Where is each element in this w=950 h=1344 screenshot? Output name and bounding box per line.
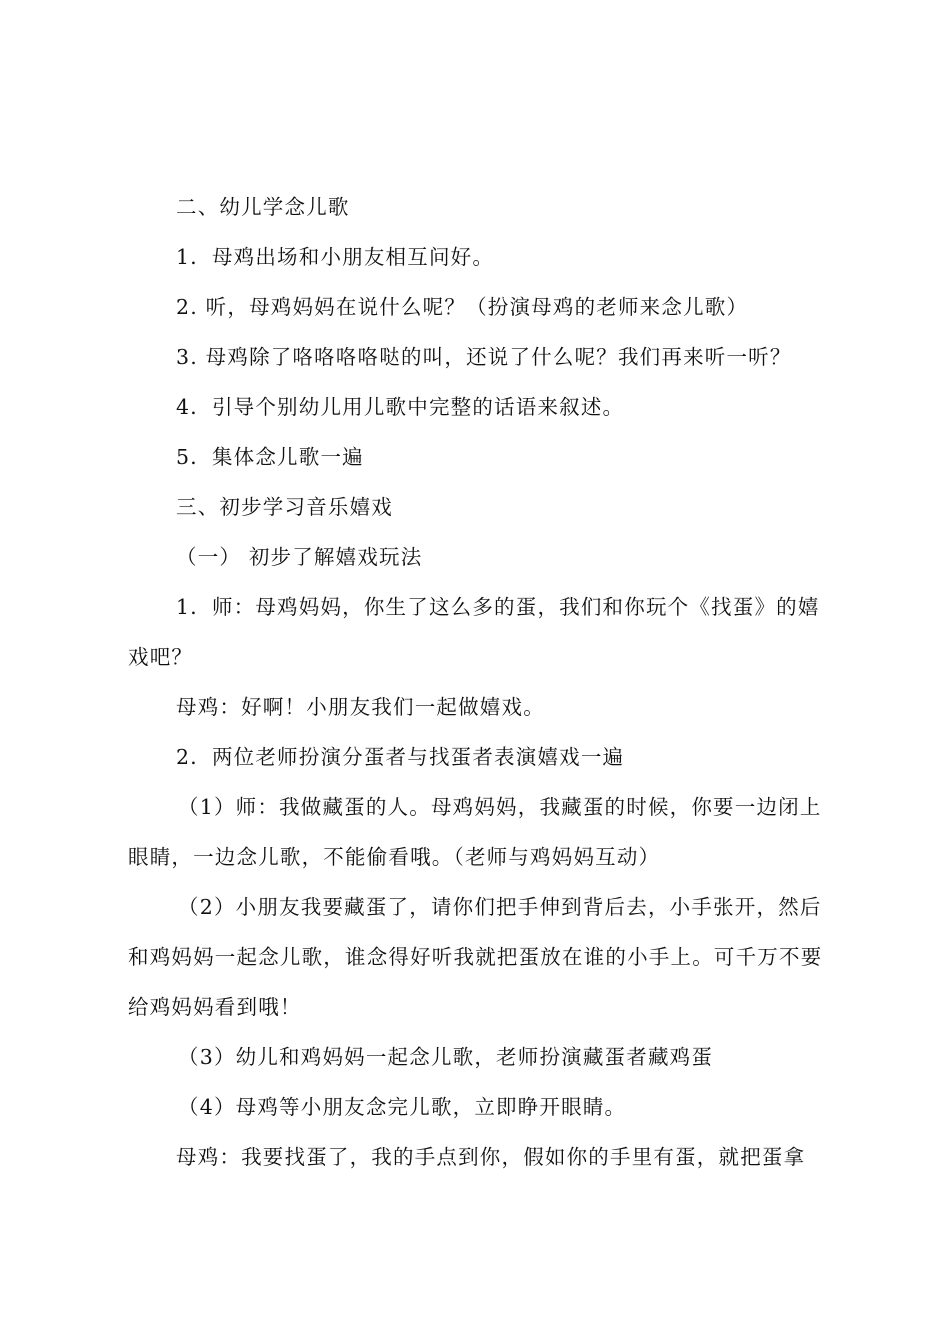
paragraph: 母鸡：好啊！小朋友我们一起做嬉戏。 xyxy=(176,695,545,719)
paragraph: 5．集体念儿歌一遍 xyxy=(176,445,364,469)
section-heading-2: 二、幼儿学念儿歌 xyxy=(176,195,350,219)
paragraph: （3）幼儿和鸡妈妈一起念儿歌，老师扮演藏蛋者藏鸡蛋 xyxy=(178,1045,714,1069)
subsection-heading: （一） 初步了解嬉戏玩法 xyxy=(176,545,423,569)
paragraph: 1．母鸡出场和小朋友相互问好。 xyxy=(176,245,495,269)
paragraph: （4）母鸡等小朋友念完儿歌，立即睁开眼睛。 xyxy=(178,1095,627,1119)
paragraph: 4．引导个别幼儿用儿歌中完整的话语来叙述。 xyxy=(176,395,625,419)
section-heading-3: 三、初步学习音乐嬉戏 xyxy=(176,495,393,519)
paragraph: 1．师：母鸡妈妈，你生了这么多的蛋，我们和你玩个《找蛋》的嬉戏吧？ xyxy=(128,595,820,669)
paragraph: （1）师：我做藏蛋的人。母鸡妈妈，我藏蛋的时候，你要一边闭上眼睛，一边念儿歌，不能偷看哦。（老师与鸡妈妈互动） xyxy=(128,795,822,869)
paragraph: 2．两位老师扮演分蛋者与找蛋者表演嬉戏一遍 xyxy=(176,745,625,769)
paragraph: 母鸡：我要找蛋了，我的手点到你，假如你的手里有蛋，就把蛋拿 xyxy=(176,1145,806,1169)
paragraph: 2. 听，母鸡妈妈在说什么呢？（扮演母鸡的老师来念儿歌） xyxy=(176,295,749,319)
paragraph: （2）小朋友我要藏蛋了，请你们把手伸到背后去，小手张开，然后和鸡妈妈一起念儿歌，谁念得好听我就把蛋放在谁的小手上。可千万不要给鸡妈妈看到哦！ xyxy=(128,895,823,1019)
paragraph: 3. 母鸡除了咯咯咯咯哒的叫，还说了什么呢？我们再来听一听？ xyxy=(176,345,792,369)
